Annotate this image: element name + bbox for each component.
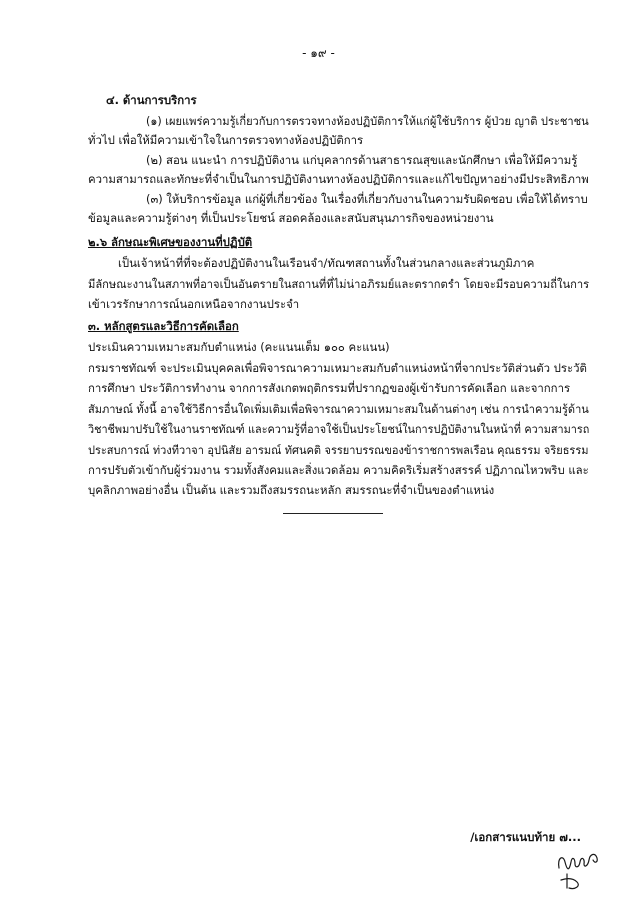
selection-paragraph-line5: ประสบการณ์ ท่วงทีวาจา อุปนิสัย อารมณ์ ทัศนคติ จรรยาบรรณของข้าราชการพลเรือน คุณธรรม จริยธรรม	[88, 443, 589, 457]
section26-line1: เป็นเจ้าหน้าที่ที่จะต้องปฏิบัติงานในเรือนจำ/ทัณฑสถานทั้งในส่วนกลางและส่วนภูมิภาค	[118, 256, 535, 270]
section26-heading: ๒.๖ ลักษณะพิเศษของงานที่ปฏิบัติ	[88, 235, 253, 249]
footer-reference: /เอกสารแนบท้าย ๗...	[470, 830, 581, 844]
section4-item3-line2: ข้อมูลและความรู้ต่างๆ ที่เป็นประโยชน์ สอดคล้องและสนับสนุนภารกิจของหน่วยงาน	[88, 211, 494, 225]
section26-line2: มีลักษณะงานในสภาพที่อาจเป็นอันตรายในสถานที่ที่ไม่น่าอภิรมย์และตรากตรำ โดยจะมีรอบความถี่ในการ	[88, 277, 590, 291]
section4-heading: ๔. ด้านการบริการ	[106, 93, 197, 107]
selection-paragraph-line1: กรมราชทัณฑ์ จะประเมินบุคคลเพื่อพิจารณาความเหมาะสมกับตำแหน่งหน้าที่จากประวัติส่วนตัว ประวัติ	[88, 361, 587, 375]
section26-line3: เข้าเวรรักษาการณ์นอกเหนือจากงานประจำ	[88, 297, 300, 311]
section4-item1-line1: (๑) เผยแพร่ความรู้เกี่ยวกับการตรวจทางห้องปฏิบัติการให้แก่ผู้ใช้บริการ ผู้ป่วย ญาติ ประชาชน	[146, 114, 589, 128]
selection-paragraph-line4: วิชาชีพมาปรับใช้ในงานราชทัณฑ์ และความรู้ที่อาจใช้เป็นประโยชน์ในการปฏิบัติงานในหน้าที่ ความสามารถ	[88, 422, 590, 436]
section3-heading: ๓. หลักสูตรและวิธีการคัดเลือก	[88, 319, 239, 333]
end-divider	[283, 513, 383, 514]
section4-item3-line1: (๓) ให้บริการข้อมูล แก่ผู้ที่เกี่ยวข้อง ในเรื่องที่เกี่ยวกับงานในความรับผิดชอบ เพื่อให้ได้ทราบ	[146, 192, 588, 206]
selection-paragraph-line3: สัมภาษณ์ ทั้งนี้ อาจใช้วิธีการอื่นใดเพิ่มเติมเพื่อพิจารณาความเหมาะสมในด้านต่างๆ เช่น การนำความรู้ด้าน	[88, 402, 589, 416]
evaluation-line: ประเมินความเหมาะสมกับตำแหน่ง (คะแนนเต็ม ๑๐๐ คะแนน)	[88, 340, 390, 354]
handwritten-initials-signature	[555, 848, 605, 892]
section4-item2-line1: (๒) สอน แนะนำ การปฏิบัติงาน แก่บุคลากรด้านสาธารณสุขและนักศึกษา เพื่อให้มีความรู้	[146, 153, 578, 167]
selection-paragraph-line2: การศึกษา ประวัติการทำงาน จากการสังเกตพฤติกรรมที่ปรากฏของผู้เข้ารับการคัดเลือก และจากการ	[88, 381, 571, 395]
section4-item1-line2: ทั่วไป เพื่อให้มีความเข้าใจในการตรวจทางห้องปฏิบัติการ	[88, 133, 364, 147]
selection-paragraph-line7: บุคลิกภาพอย่างอื่น เป็นต้น และรวมถึงสมรรถนะหลัก สมรรถนะที่จำเป็นของตำแหน่ง	[88, 483, 495, 497]
selection-paragraph-line6: การปรับตัวเข้ากับผู้ร่วมงาน รวมทั้งสังคมและสิ่งแวดล้อม ความคิดริเริ่มสร้างสรรค์ ปฏิภาณไหวพริบ และ	[88, 463, 589, 477]
section4-item2-line2: ความสามารถและทักษะที่จำเป็นในการปฏิบัติงานทางห้องปฏิบัติการและแก้ไขปัญหาอย่างมีประสิทธิภาพ	[88, 172, 589, 186]
page-number: - ๑๙ -	[302, 46, 335, 60]
